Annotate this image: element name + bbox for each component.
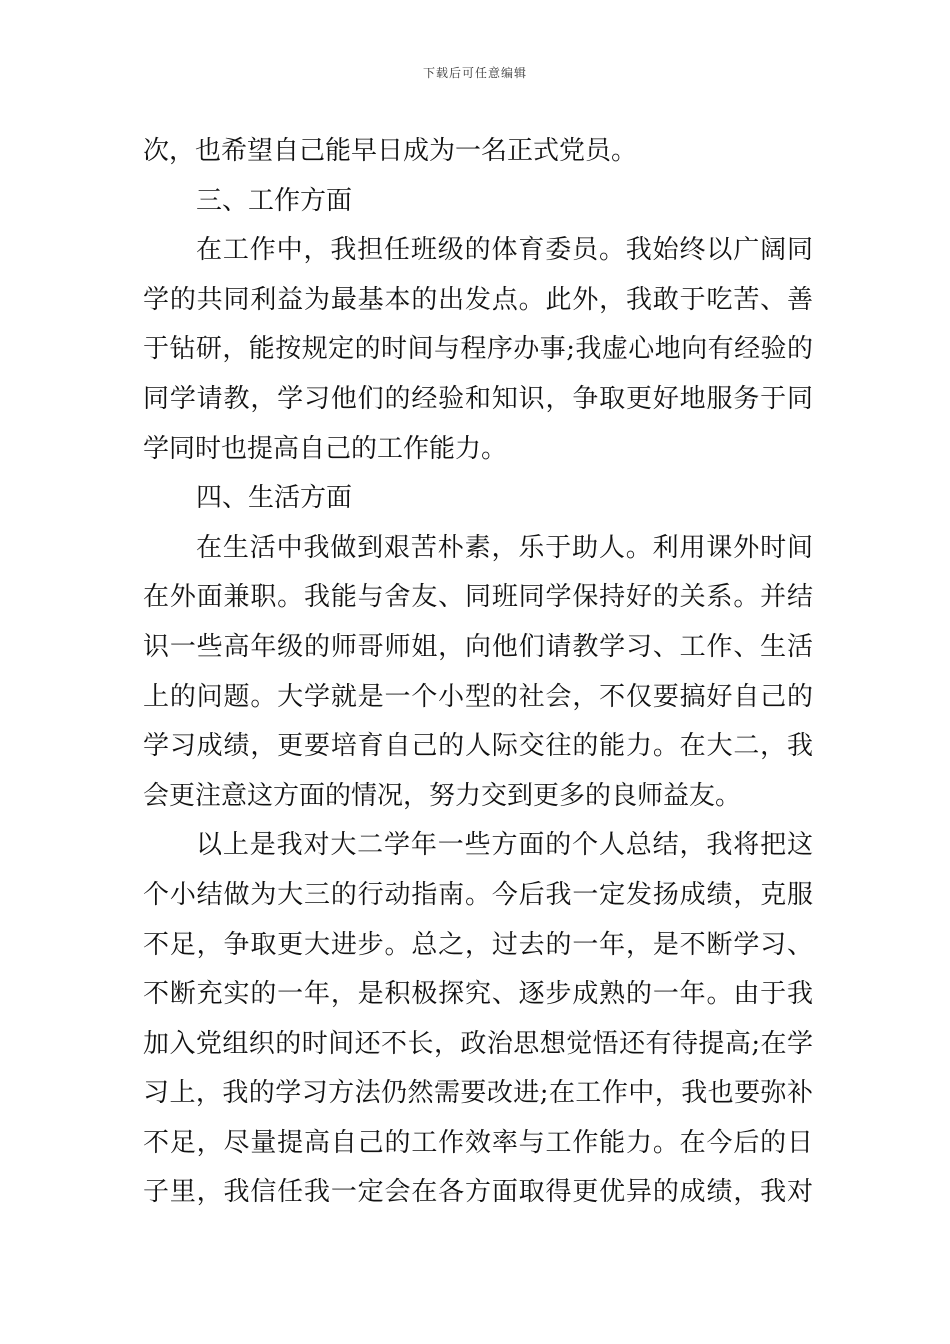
- page-header: 下载后可任意编辑: [422, 66, 527, 80]
- text-line: 习上，我的学习方法仍然需要改进;在工作中，我也要弥补: [143, 1078, 813, 1109]
- text-line: 于钻研，能按规定的时间与程序办事;我虚心地向有经验的: [143, 334, 813, 365]
- text-line: 子里，我信任我一定会在各方面取得更优异的成绩，我对: [143, 1177, 813, 1208]
- text-line: 在外面兼职。我能与舍友、同班同学保持好的关系。并结: [143, 582, 813, 613]
- text-line: 学习成绩，更要培育自己的人际交往的能力。在大二，我: [143, 731, 813, 762]
- text-line: 个小结做为大三的行动指南。今后我一定发扬成绩，克服: [143, 879, 813, 910]
- text-line: 加入党组织的时间还不长，政治思想觉悟还有待提高;在学: [143, 1028, 813, 1059]
- text-line: 四、生活方面: [196, 483, 353, 514]
- text-line: 上的问题。大学就是一个小型的社会，不仅要搞好自己的: [143, 681, 813, 712]
- text-line: 会更注意这方面的情况，努力交到更多的良师益友。: [143, 780, 742, 811]
- text-line: 不断充实的一年，是积极探究、逐步成熟的一年。由于我: [143, 979, 813, 1010]
- text-line: 学的共同利益为最基本的出发点。此外，我敢于吃苦、善: [143, 284, 813, 315]
- document-body: [143, 127, 813, 1218]
- text-line: 三、工作方面: [196, 185, 353, 216]
- text-line: 学同时也提高自己的工作能力。: [143, 433, 508, 464]
- text-line: 识一些高年级的师哥师姐，向他们请教学习、工作、生活: [143, 631, 813, 662]
- text-line: 不足，尽量提高自己的工作效率与工作能力。在今后的日: [143, 1127, 813, 1158]
- text-line: 次，也希望自己能早日成为一名正式党员。: [143, 136, 638, 166]
- text-line: 在生活中我做到艰苦朴素，乐于助人。利用课外时间: [196, 532, 813, 563]
- text-line: 在工作中，我担任班级的体育委员。我始终以广阔同: [196, 235, 813, 266]
- text-line: 同学请教，学习他们的经验和知识，争取更好地服务于同: [143, 383, 813, 414]
- text-line: 以上是我对大二学年一些方面的个人总结，我将把这: [196, 830, 813, 861]
- text-line: 不足，争取更大进步。总之，过去的一年，是不断学习、: [143, 929, 813, 960]
